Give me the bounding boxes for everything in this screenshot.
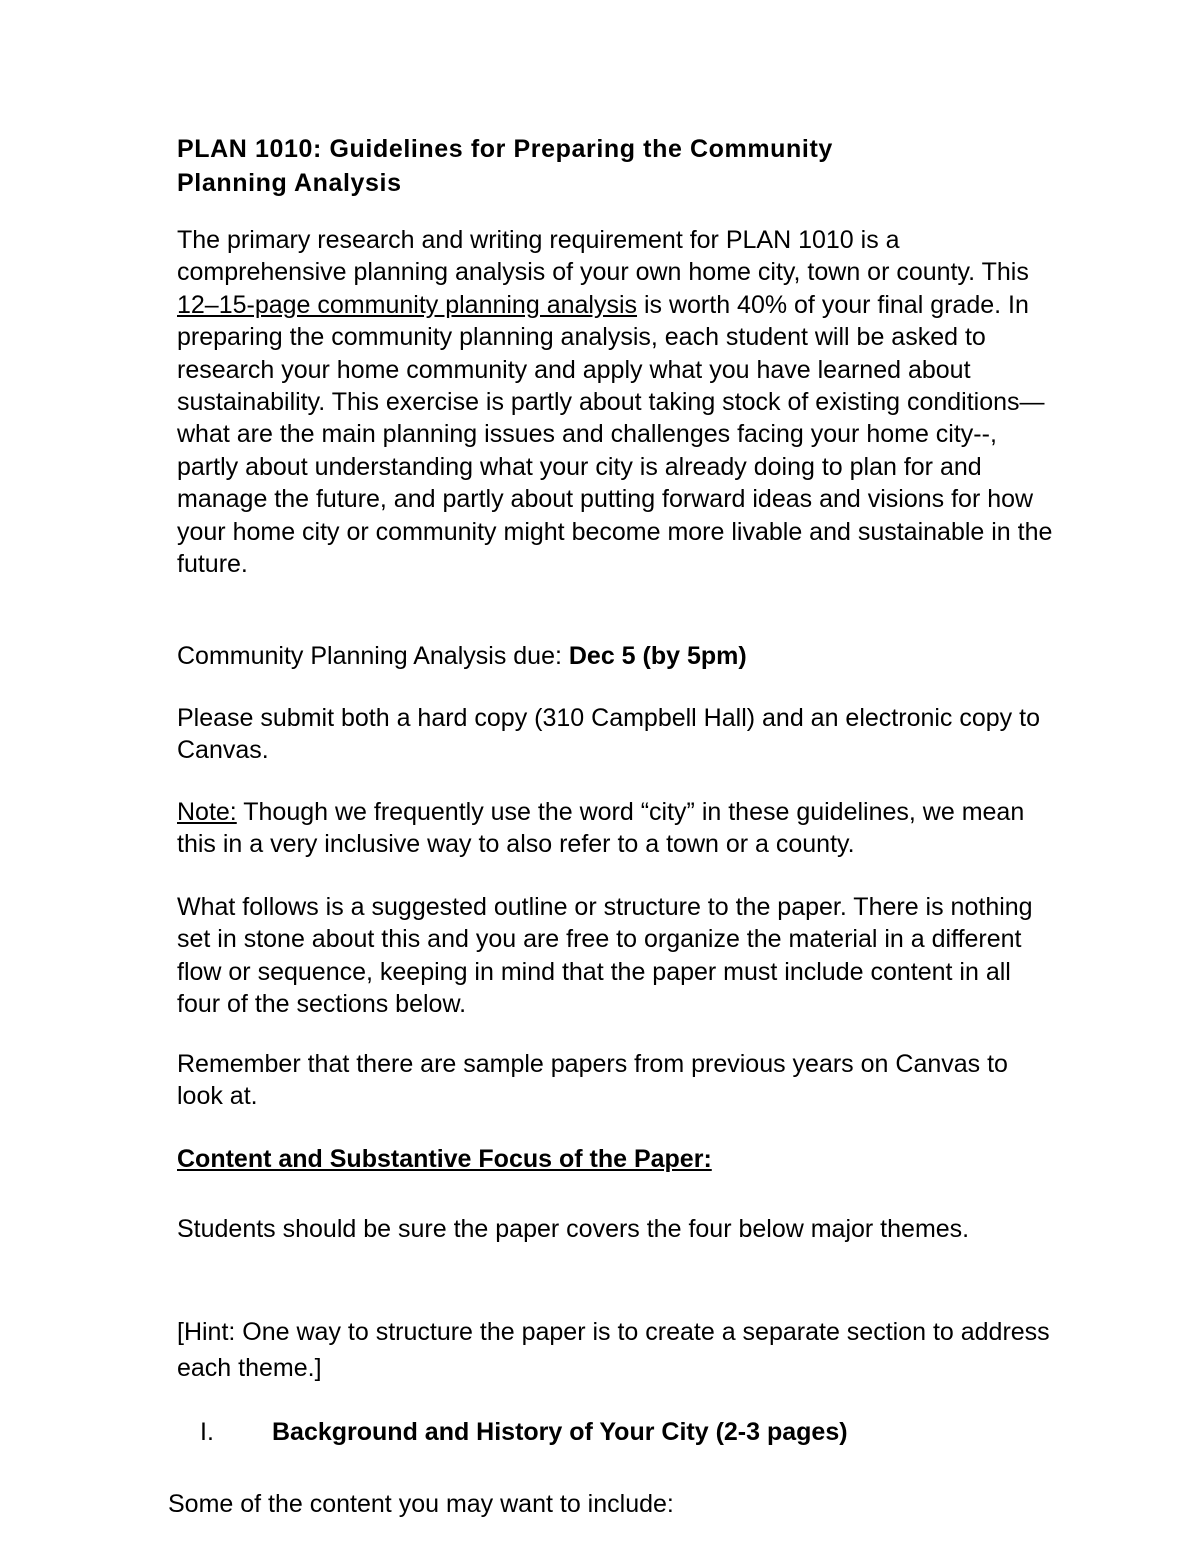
due-date-paragraph: [177, 640, 1057, 672]
section-1-heading: [200, 1414, 1100, 1450]
intro-text-end: is worth 40% of your final grade. In preparing the community planning analysis, each student will be asked to research your home community and apply what you have learned about sustainability. This exercise is partly about taking stock of existing conditions— what are the main planning issues and challenges facing your home city--, partly about understanding what your city is already doing to plan for and manage the future, and partly about putting forward ideas and visions for how your home city or community might become more livable and sustainable in the future.: [177, 290, 1053, 579]
note-text: Though we frequently use the word “city” in these guidelines, we mean this in a very inclusive way to also refer to a town or a county.: [177, 798, 1025, 859]
title-line-2: Planning Analysis: [177, 169, 402, 197]
intro-paragraph: [177, 224, 1057, 580]
section-1-title: Background and History of Your City (2-3 pages): [272, 1418, 848, 1446]
note-paragraph: [177, 796, 1057, 861]
due-label: Community Planning Analysis due:: [177, 642, 569, 670]
title-line-1: PLAN 1010: Guidelines for Preparing the Community: [177, 135, 833, 163]
intro-text-start: The primary research and writing requirement for PLAN 1010 is a comprehensive planning analysis of your own home city, town or county. This: [177, 226, 1029, 287]
submit-paragraph: Please submit both a hard copy (310 Campbell Hall) and an electronic copy to Canvas.: [177, 704, 1040, 765]
note-label: Note:: [177, 798, 237, 826]
content-focus-heading: [177, 1143, 1057, 1175]
outline-paragraph: What follows is a suggested outline or structure to the paper. There is nothing set in stone about this and you are free to organize the material in a different flow or sequence, keeping in mind that the paper must include content in all four of the sections below.: [177, 893, 1033, 1019]
content-heading-text: Content and Substantive Focus of the Paper:: [177, 1145, 712, 1173]
section-1-numeral: I.: [200, 1418, 214, 1446]
hint-paragraph: [Hint: One way to structure the paper is to create a separate section to address each theme.]: [177, 1318, 1050, 1382]
due-date: Dec 5 (by 5pm): [568, 642, 747, 670]
remember-paragraph: Remember that there are sample papers from previous years on Canvas to look at.: [177, 1050, 1008, 1111]
themes-paragraph: Students should be sure the paper covers the four below major themes.: [177, 1215, 970, 1243]
include-paragraph: Some of the content you may want to include:: [168, 1490, 674, 1518]
page-count-underlined: 12–15-page community planning analysis: [177, 290, 638, 319]
document-title: [177, 132, 1057, 200]
